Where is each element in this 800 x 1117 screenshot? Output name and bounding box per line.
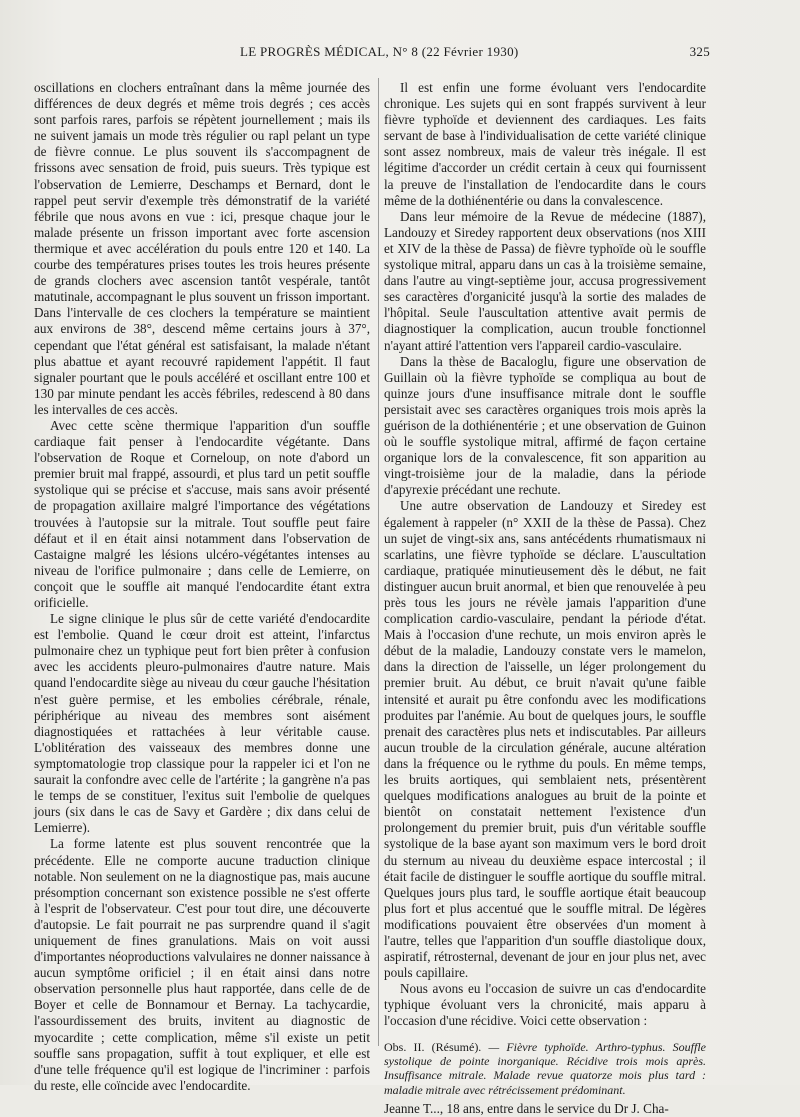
page-number: 325	[689, 44, 710, 59]
observation-summary	[384, 1040, 706, 1098]
paragraph: Nous avons eu l'occasion de suivre un cas d'endocardite typhique évoluant vers la chronicité, mais apparu à l'occasion d'une récidive. Voici cette observation :	[384, 981, 706, 1029]
observation-text: — Fièvre typhoïde. Arthro-typhus. Souffle systolique de pointe inorganique. Récidive trois mois après. Insuffisance mitrale. Malade revue quatorze mois plus tard : maladie mitrale avec rétrécissement prédominant.	[384, 1039, 706, 1097]
paragraph: Le signe clinique le plus sûr de cette variété d'endocardite est l'embolie. Quand le cœur droit est atteint, l'infarctus pulmonaire chez un typhique peut fort bien prêter à confusion avec les accidents pleuro-pulmonaires d'autre nature. Mais quand l'endocardite siège au niveau du cœur gauche l'hésitation n'est guère permise, et les embolies cérébrale, rénale, périphérique au niveau des membres sont aisément diagnostiquées et rattachées à leur véritable cause. L'oblitération des vaisseaux des membres donne une symptomatologie trop classique pour la rappeler ici et l'on ne saurait la confondre avec celle de l'artérite ; la gangrène n'a pas le temps de se constituer, l'exitus suit l'embolie de quelques jours (six dans le cas de Savy et Gardère ; dix dans celui de Lemierre).	[34, 611, 370, 836]
left-column	[34, 80, 370, 1094]
paragraph: Avec cette scène thermique l'apparition d'un souffle cardiaque fait penser à l'endocardite végétante. Dans l'observation de Roque et Corneloup, on note d'abord un premier bruit mal frappé, assourdi, et plus tard un petit souffle systolique qui se précise et s'accuse, mais sans avoir présenté de propagation axillaire malgré l'importance des végétations trouvées à l'autopsie sur la mitrale. Tout souffle peut faire défaut et il en était ainsi notamment dans l'observation de Castaigne malgré les lésions ulcéro-végétantes intenses au niveau de l'orifice pulmonaire ; dans celle de Lemierre, on conçoit que le souffle ait manqué l'endocardite étant extra orificielle.	[34, 417, 370, 610]
paragraph: Dans leur mémoire de la Revue de médecine (1887), Landouzy et Siredey rapportent deux observations (nos XIII et XIV de la thèse de Passa) de fièvre typhoïde où le souffle systolique mitral, apparu dans un cas à la troisième semaine, dans l'autre au vingt-septième jour, accusa progressivement ses caractères d'organicité jusqu'à la sortie des malades de l'hôpital. Seule l'auscultation attentive avait permis de diagnostiquer la complication, aucun trouble fonctionnel n'ayant attiré l'attention vers l'appareil cardio-vasculaire.	[384, 208, 706, 353]
observation-label: Obs. II. (Résumé).	[384, 1039, 482, 1054]
column-divider	[378, 78, 379, 1046]
paragraph: oscillations en clochers entraînant dans la même journée des différences de deux degrés et même trois degrés ; ces accès sont parfois rares, parfois se répètent journellement ; mais ils ne suivent jamais un mode très régulier ou rapl pelant un type de fièvre connue. Le plus souvent ils s'accompagnent de frissons avec sensation de froid, puis sueurs. Très typique est l'observation de Lemierre, Deschamps et Bernard, dont le rappel peut servir d'exemple très démonstratif de la variété fébrile que nous avons en vue : ici, presque chaque jour le malade présente un frisson important avec forte ascension thermique et avec accélération du pouls entre 120 et 140. La courbe des températures prises toutes les trois heures présente de grands clochers avec ascension tantôt vespérale, tantôt matutinale, accompagnant le plus souvent un frisson important. Dans l'intervalle de ces clochers la température se maintient aux environs de 38°, descend même certains jours à 37°, cependant que l'état général est satisfaisant, la malade n'étant plus abattue et ayant recouvré rapidement l'appétit. Il faut signaler pourtant que le pouls accéléré et oscillant entre 100 et 130 par minute pendant les accès fébriles, redescend à 80 dans les intervalles de ces accès.	[34, 80, 370, 417]
paragraph: Une autre observation de Landouzy et Siredey est également à rappeler (n° XXII de la thèse de Passa). Chez un sujet de vingt-six ans, sans antécédents rhumatismaux ni scarlatins, une fièvre typhoïde se déclare. L'auscultation cardiaque, pratiquée minutieusement dès le début, ne fait distinguer aucun bruit anormal, et bien que renouvelée à peu près tous les jours ne révèle jamais l'apparition d'une complication cardio-vasculaire, pendant la période d'état. Mais à l'occasion d'une rechute, un mois environ après le début de la maladie, Landouzy constate vers le mamelon, dans la direction de l'aisselle, un léger prolongement du premier bruit. Au début, ce bruit n'avait qu'une faible intensité et aurait pu être confondu avec les modifications produites par l'anémie. Au bout de quelques jours, le souffle prenait des caractères plus nets et indiscutables. Par ailleurs aucun trouble de la circulation générale, aucune altération dans la fréquence ou le rythme du pouls. En même temps, les bruits aortiques, qui semblaient nets, présentèrent quelques modifications analogues au bruit de la pointe et bientôt on constatait nettement l'existence d'un prolongement du premier bruit, puis d'un véritable souffle systolique de la base ayant son maximum vers le bord droit du sternum au niveau du deuxième espace intercostal ; il était facile de distinguer le souffle aortique du souffle mitral. Quelques jours plus tard, le souffle aortique était beaucoup plus fort et plus accentué que le souffle mitral. De légères modifications pouvaient être observées d'un moment à l'autre, telles que l'apparition d'un souffle diastolique doux, aspiratif, rétrosternal, devenant de jour en jour plus net, avec pouls capillaire.	[384, 498, 706, 981]
paragraph: Il est enfin une forme évoluant vers l'endocardite chronique. Les sujets qui en sont frappés survivent à leur fièvre typhoïde et deviennent des cardiaques. Les faits servant de base à l'individualisation de cette variété clinique sont assez nombreux, mais de valeur très inégale. Il est légitime d'accorder un crédit certain à ceux qui fournissent la preuve de l'installation de l'endocardite dans le cours même de la dothiénentérie ou dans la convalescence.	[384, 80, 706, 208]
right-column	[384, 80, 706, 1117]
running-title: LE PROGRÈS MÉDICAL, N° 8 (22 Février 1930)	[240, 44, 519, 59]
paragraph: La forme latente est plus souvent rencontrée que la précédente. Elle ne comporte aucune traduction clinique notable. Non seulement on ne la diagnostique pas, mais aucune présomption concernant son existence possible ne s'est offerte à l'esprit de l'observateur. C'est pour tout dire, une découverte d'autopsie. Le fait pourrait ne pas surprendre quand il s'agit uniquement de fines granulations. Mais on voit aussi d'importantes néoproductions valvulaires ne donner naissance à aucun symptôme orificiel ; il en était ainsi dans notre observation personnelle plus haut rapportée, dans celle de de Boyer et celle de Bonnamour et Bernay. La tachycardie, l'assourdissement des bruits, invitent au diagnostic de myocardite ; cette complication, même s'il existe un petit souffle sans propagation, suffit à tout expliquer, et elle est d'une telle fréquence qu'il est logique de l'incriminer : parfois du reste, elle coïncide avec l'endocardite.	[34, 836, 370, 1093]
continuation-line: Jeanne T..., 18 ans, entre dans le service du Dr J. Cha-	[384, 1101, 669, 1117]
page-header	[30, 44, 710, 64]
paragraph: Dans la thèse de Bacaloglu, figure une observation de Guillain où la fièvre typhoïde se compliqua au bout de quinze jours d'une insuffisance mitrale dont le souffle persistait avec ses caractères organiques trois mois après la guérison de la dothiénentérie ; et une observation de Guinon où le souffle systolique mitral, affirmé de façon certaine organique lors de la convalescence, fit son apparition au vingt-troisième jour de la maladie, dans la période d'apyrexie précédant une rechute.	[384, 353, 706, 498]
